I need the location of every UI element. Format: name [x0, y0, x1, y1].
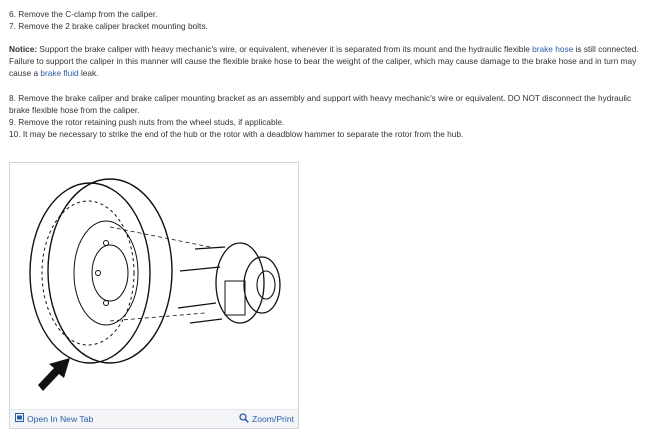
step-6: 6. Remove the C-clamp from the caliper. [9, 9, 158, 19]
zoom-print-button[interactable] [239, 413, 294, 425]
notice-line-1 [9, 44, 639, 55]
lug-hole [96, 271, 101, 276]
alignment-line [110, 227, 210, 247]
wheel-stud [180, 267, 220, 271]
rotor-hub-illustration[interactable] [10, 163, 298, 410]
pointer-arrow-icon [38, 358, 70, 391]
wheel-stud [195, 247, 225, 249]
notice-text-3b: leak. [78, 68, 99, 78]
lug-hole [104, 301, 109, 306]
figure-container [9, 162, 299, 429]
figure-toolbar [10, 409, 298, 428]
step-8-line-2: brake flexible hose from the caliper. [9, 105, 140, 115]
notice-text-1b: is still connected. [573, 44, 639, 54]
open-in-new-tab-button[interactable] [15, 413, 93, 424]
rotor-center-hole [92, 245, 128, 301]
notice-line-2: Failure to support the caliper in this manner will cause the flexible brake hose to bear the weight of the caliper, which may cause damage to the brake hose and in turn may [9, 56, 637, 66]
notice-label: Notice: [9, 44, 38, 54]
zoom-print-label: Zoom/Print [251, 414, 294, 424]
notice-line-3 [9, 68, 99, 79]
open-in-new-tab-label: Open In New Tab [27, 413, 94, 424]
magnifier-icon [239, 413, 249, 425]
rotor-face [48, 179, 172, 363]
step-7: 7. Remove the 2 brake caliper bracket mounting bolts. [9, 21, 208, 31]
hub-center [257, 271, 275, 299]
wheel-stud [178, 303, 216, 308]
lug-hole [104, 241, 109, 246]
open-in-new-tab-icon [15, 413, 24, 424]
step-9: 9. Remove the rotor retaining push nuts from the wheel studs, if applicable. [9, 117, 285, 127]
notice-text-3a: cause a [9, 68, 41, 78]
notice-text-1a: Support the brake caliper with heavy mechanic's wire, or equivalent, whenever it is separated from its mount and the hydraulic flexible [37, 44, 533, 54]
step-8-line-1: 8. Remove the brake caliper and brake caliper mounting bracket as an assembly and support with heavy mechanic's wire or equivalent. DO NOT disconnect the hydraulic [9, 93, 632, 103]
wheel-stud [190, 319, 222, 323]
hub-mount [225, 281, 245, 315]
rotor-vents [42, 201, 134, 345]
step-10: 10. It may be necessary to strike the end of the hub or the rotor with a deadblow hammer to separate the rotor from the hub. [9, 129, 464, 139]
alignment-line [110, 313, 205, 321]
brake-fluid-link[interactable]: brake fluid [40, 68, 79, 78]
brake-hose-link[interactable]: brake hose [532, 44, 574, 54]
